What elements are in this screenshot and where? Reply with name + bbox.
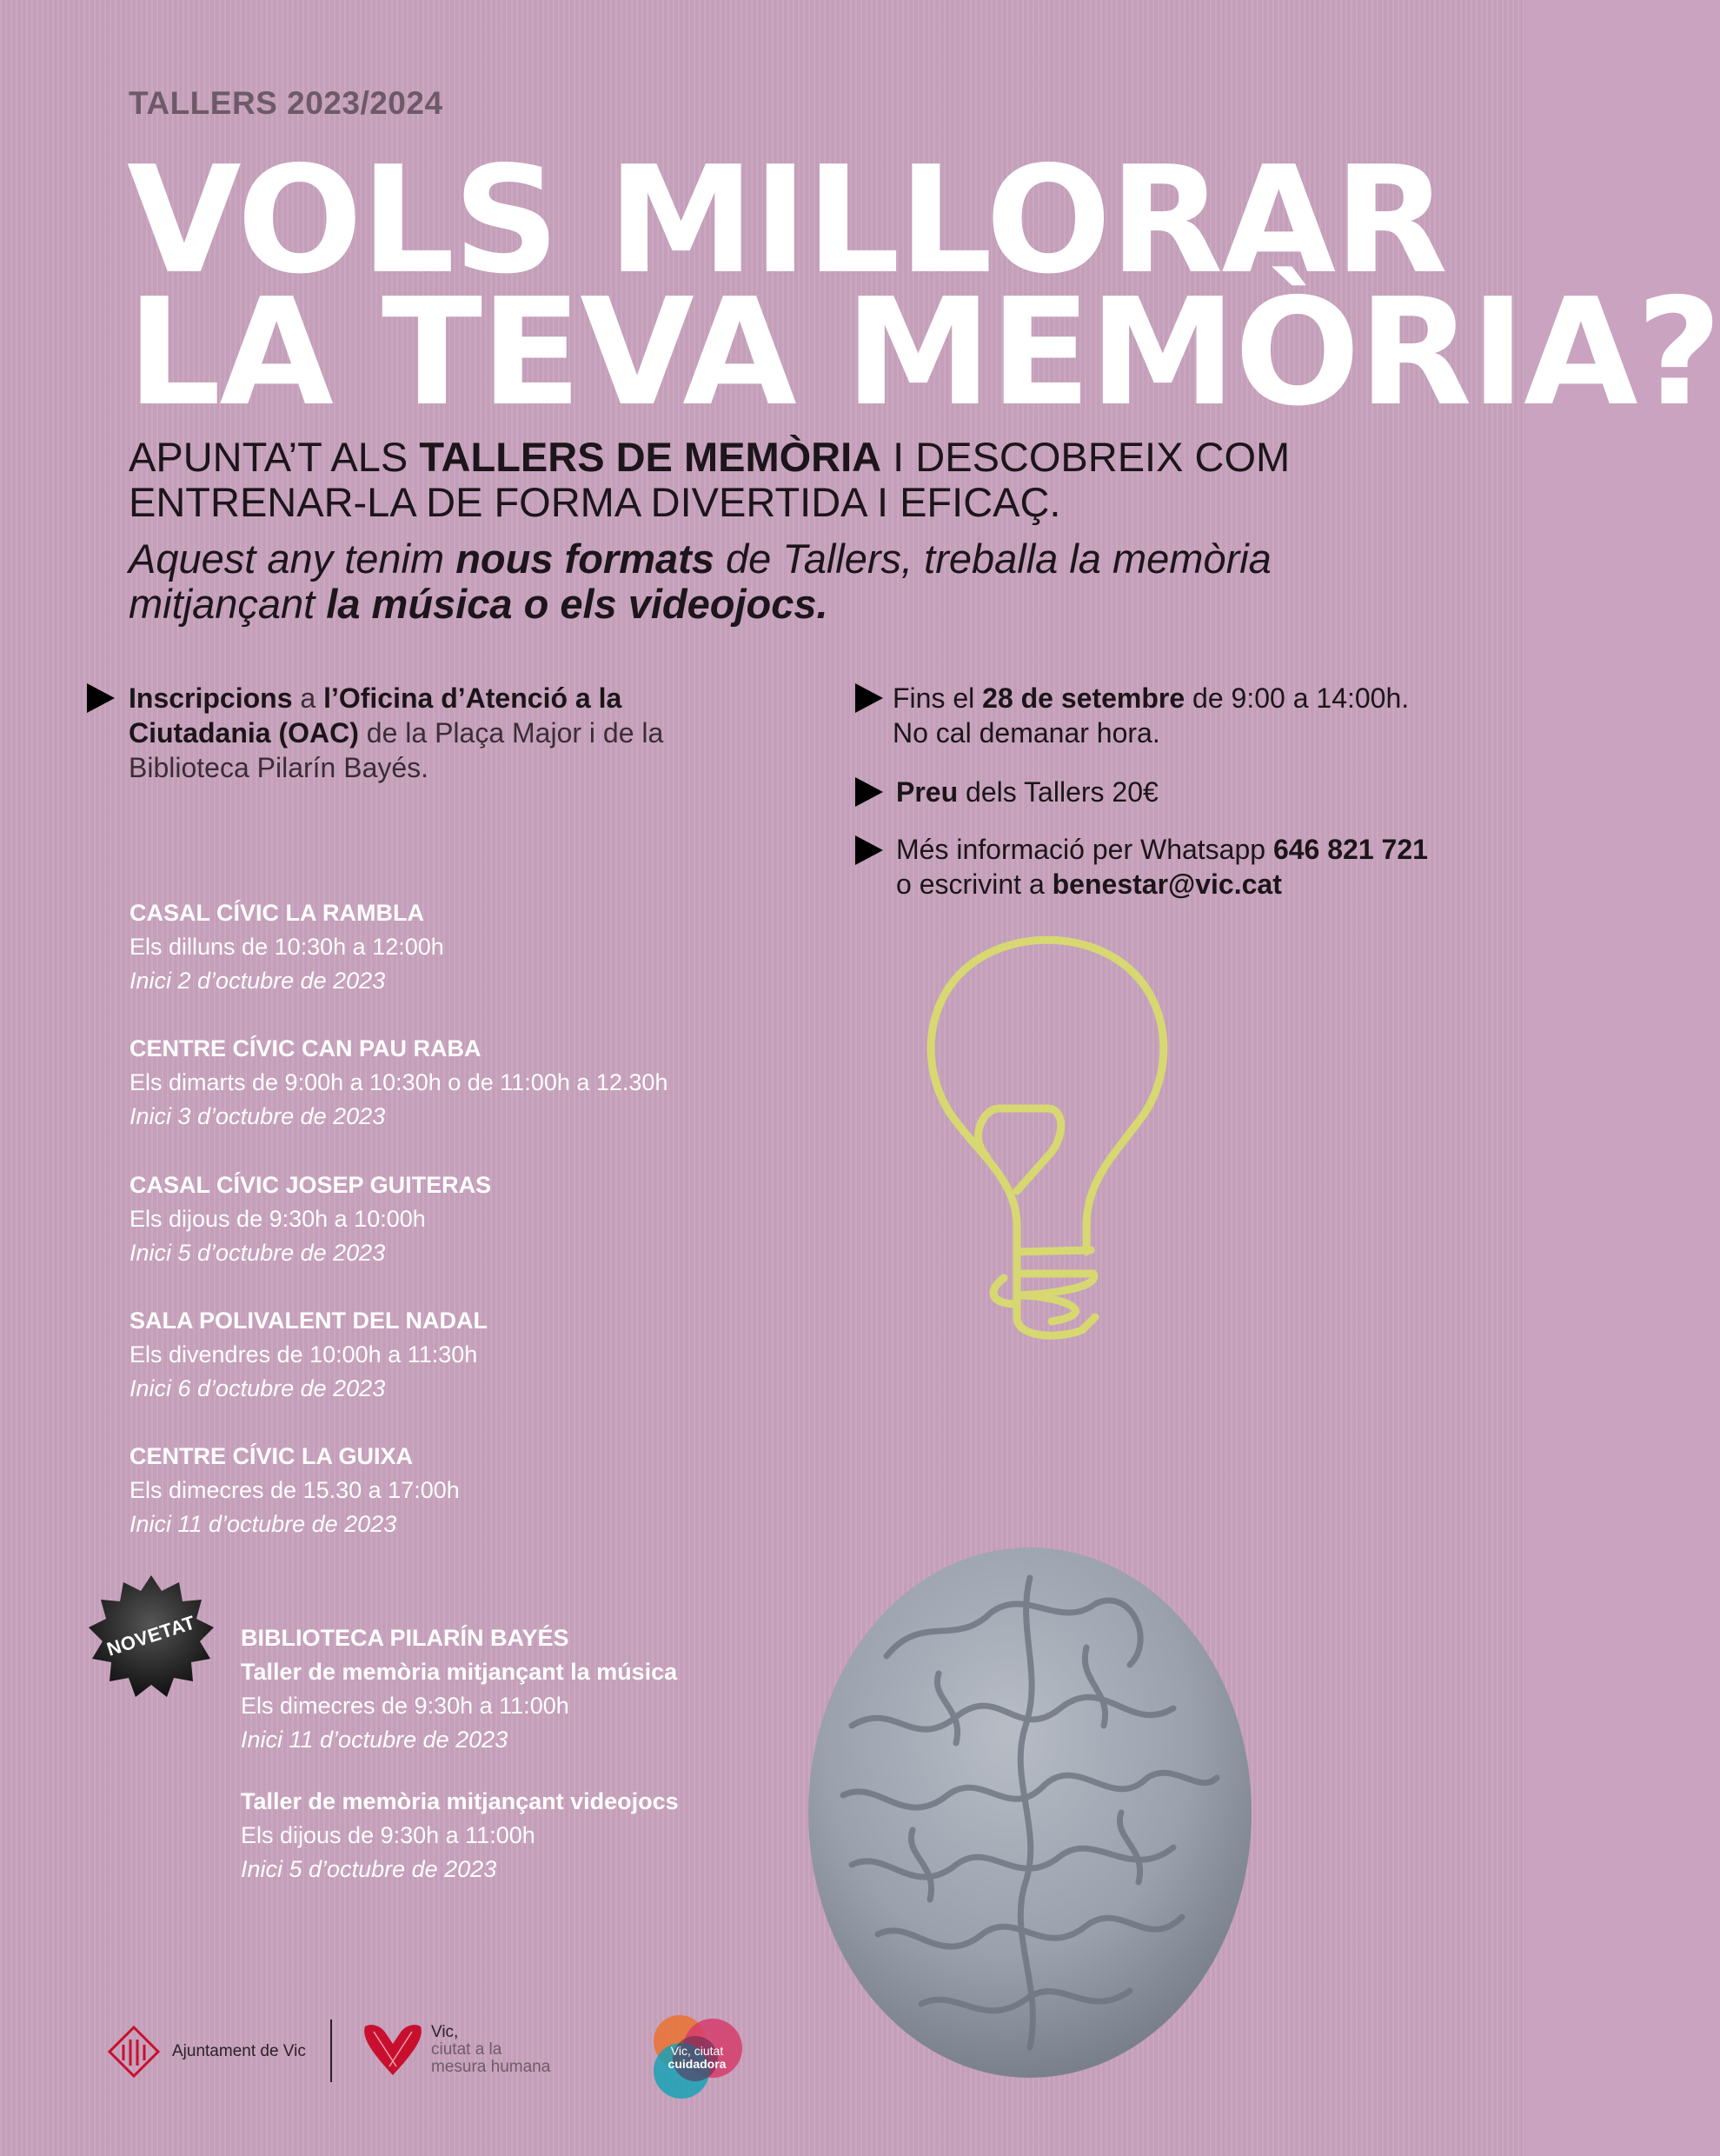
italic-bold-b: la música o els videojocs. [326,581,828,627]
title-line-2: LA TEVA MEMÒRIA? [127,267,1720,439]
italic-c: mitjançant [129,581,327,627]
location-schedule: Els dijous de 9:30h a 10:00h [129,1206,426,1232]
email-link[interactable]: benestar@vic.cat [1052,868,1282,900]
reg-bold-1: Inscripcions [129,682,293,714]
italic-bold-a: nous formats [455,536,714,582]
vic-v-icon [362,2021,424,2079]
contact-text-1: Més informació per Whatsapp [896,834,1273,865]
dates-info [893,681,1409,750]
dates-prefix: Fins el [893,682,983,714]
arrow-icon [855,683,883,713]
reg-bold-3: Ciutadania (OAC) [129,717,359,749]
arrow-icon [855,835,883,865]
price-text: dels Tallers 20€ [958,776,1159,808]
location-name: CASAL CÍVIC JOSEP GUITERAS [129,1172,492,1198]
workshop-videogames-title: Taller de memòria mitjançant videojocs [241,1788,679,1814]
ajuntament-logo [108,2026,306,2078]
vic-line-3: mesura humana [431,2058,551,2076]
intro-text [129,435,1290,525]
dates-bold: 28 de setembre [982,682,1185,714]
workshop-music-start: Inici 11 d’octubre de 2023 [241,1727,508,1753]
location-name: CASAL CÍVIC LA RAMBLA [129,900,424,926]
location-name: CENTRE CÍVIC CAN PAU RABA [129,1035,481,1061]
whatsapp-phone[interactable]: 646 821 721 [1272,834,1428,865]
location-start: Inici 11 d’octubre de 2023 [129,1511,397,1537]
price-bold: Preu [896,776,959,808]
novetat-badge [87,1572,216,1700]
cuidadora-text [657,2045,737,2071]
reg-text-2: de la Plaça Major i de la [358,717,664,749]
novetat-place: BIBLIOTECA PILARÍN BAYÉS [241,1625,569,1651]
footer-divider [330,2020,332,2082]
location-name: SALA POLIVALENT DEL NADAL [129,1308,488,1334]
cuidadora-line-1: Vic, ciutat [670,2044,724,2058]
location-block [129,1440,460,1541]
new-formats-text [129,536,1272,627]
page-title [127,135,1720,439]
location-start: Inici 2 d’octubre de 2023 [129,968,386,994]
location-block [129,1304,488,1406]
location-block [129,1032,667,1134]
novetat-block [241,1785,679,1886]
intro-line-2: ENTRENAR-LA DE FORMA DIVERTIDA I EFICAÇ. [129,479,1061,525]
novetat-block [241,1621,677,1757]
intro-prefix: APUNTA’T ALS [129,434,420,480]
location-name: CENTRE CÍVIC LA GUIXA [129,1443,414,1469]
workshop-music-schedule: Els dimecres de 9:30h a 11:00h [241,1693,569,1719]
intro-suffix: I DESCOBREIX COM [881,434,1291,480]
registration-info [129,681,663,785]
vic-line-1: Vic, [431,2023,459,2041]
dates-suffix: de 9:00 a 14:00h. [1185,682,1410,714]
season-label: TALLERS 2023/2024 [129,85,443,121]
ciutat-cuidadora-logo [645,2010,747,2100]
location-schedule: Els divendres de 10:00h a 11:30h [129,1341,478,1367]
contact-text-2: o escrivint a [896,868,1053,900]
intro-bold: TALLERS DE MEMÒRIA [419,434,882,480]
location-block [129,896,444,998]
location-schedule: Els dimarts de 9:00h a 10:30h o de 11:00h a 12.30h [129,1069,668,1095]
location-start: Inici 5 d’octubre de 2023 [129,1240,386,1266]
italic-a: Aquest any tenim [129,536,456,582]
reg-text-1: a [292,682,324,714]
location-block [129,1168,491,1270]
contact-info [896,832,1428,902]
workshop-videogames-schedule: Els dijous de 9:30h a 11:00h [241,1822,535,1848]
cuidadora-line-2: cuidadora [667,2057,727,2071]
reg-bold-2: l’Oficina d’Atenció a la [323,682,622,714]
reg-text-3: Biblioteca Pilarín Bayés. [129,752,429,783]
dates-line-2: No cal demanar hora. [893,717,1160,749]
ajuntament-shield-icon [108,2026,160,2078]
vic-mesura-logo [362,2021,550,2079]
workshop-music-title: Taller de memòria mitjançant la música [241,1659,678,1685]
vic-line-2: ciutat a la [431,2040,502,2059]
brain-icon [782,1500,1269,2091]
location-schedule: Els dilluns de 10:30h a 12:00h [129,934,444,960]
workshop-videogames-start: Inici 5 d’octubre de 2023 [241,1856,497,1882]
location-schedule: Els dimecres de 15.30 a 17:00h [129,1477,460,1503]
lightbulb-paperclip-icon [887,922,1217,1391]
title-line-1: VOLS MILLORAR [127,135,1446,307]
arrow-icon [87,683,115,713]
price-info [896,775,1159,809]
novetat-label: NOVETAT [103,1611,198,1660]
vic-tagline [431,2024,550,2076]
location-start: Inici 3 d’octubre de 2023 [129,1103,386,1129]
arrow-icon [855,777,883,807]
location-start: Inici 6 d’octubre de 2023 [129,1375,386,1401]
italic-b: de Tallers, treballa la memòria [714,536,1272,582]
ajuntament-label: Ajuntament de Vic [172,2042,306,2060]
